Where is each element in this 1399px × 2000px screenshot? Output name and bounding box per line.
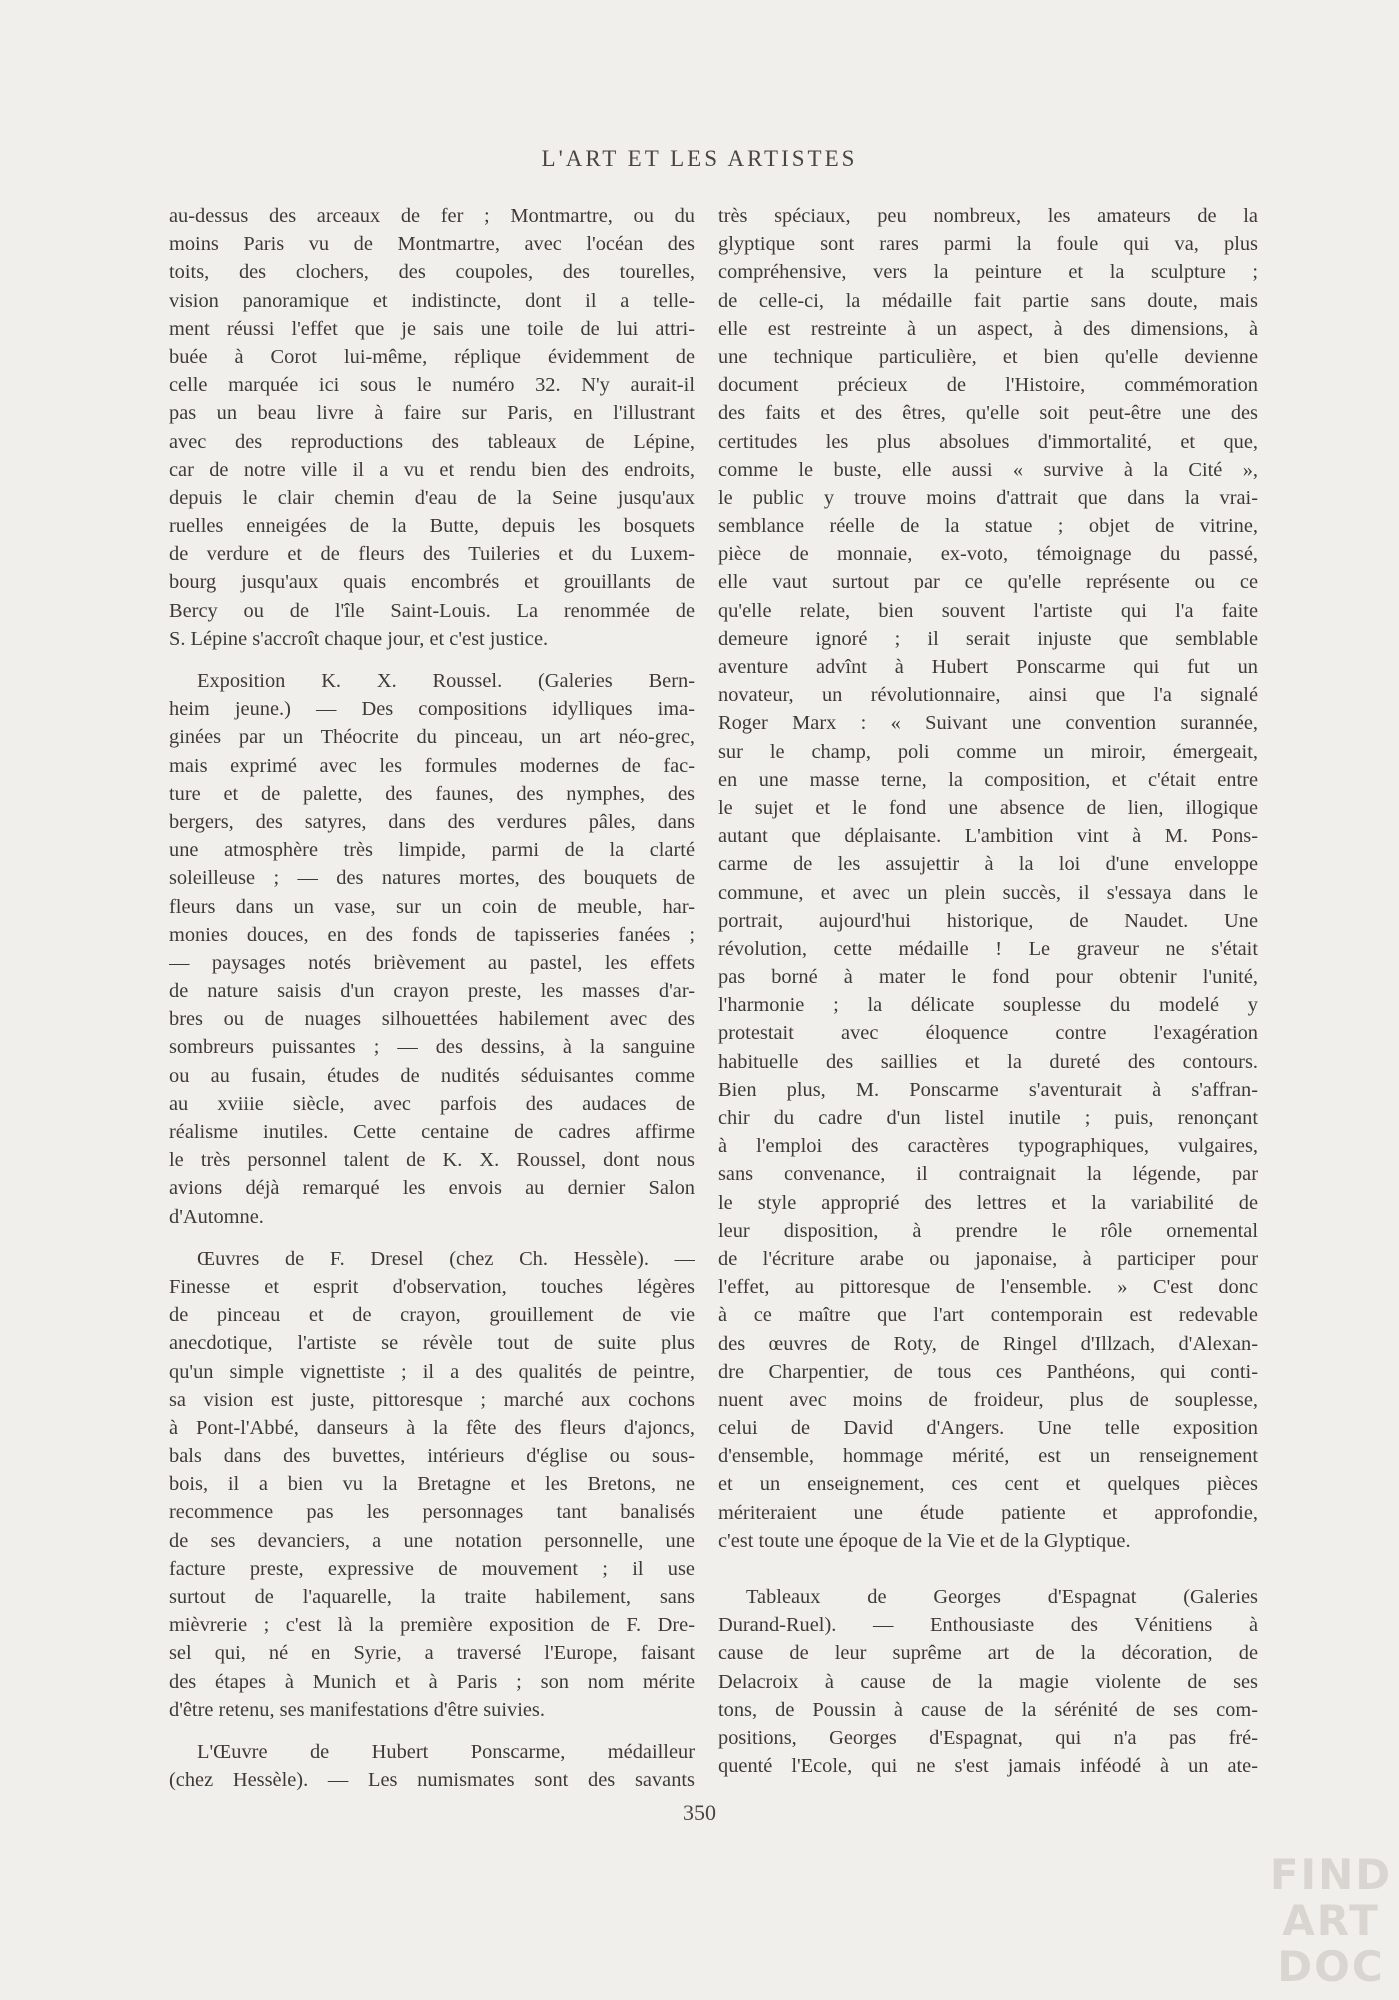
text-line: des étapes à Munich et à Paris ; son nom mérite (169, 1670, 695, 1693)
text-line: heim jeune.) — Des compositions idylliques ima- (169, 698, 695, 721)
text-line: à ce maître que l'art contemporain est redevable (718, 1304, 1258, 1327)
text-line: demeure ignoré ; il serait injuste que semblable (718, 627, 1258, 650)
text-line: de l'écriture arabe ou japonaise, à participer pour (718, 1247, 1258, 1270)
text-line: autant que déplaisante. L'ambition vint à M. Pons- (718, 825, 1258, 848)
text-line: le public y trouve moins d'attrait que dans la vrai- (718, 486, 1258, 509)
running-head-title: L'ART ET LES ARTISTES (541, 146, 858, 171)
paragraph-gap (169, 653, 695, 667)
text-line: bergers, des satyres, dans des verdures pâles, dans (169, 810, 695, 833)
text-line: habituelle des saillies et la dureté des contours. (718, 1050, 1258, 1073)
watermark-line: FIND (1269, 1850, 1393, 1899)
text-line: au xviiie siècle, avec parfois des audaces de (169, 1092, 695, 1115)
text-line: c'est toute une époque de la Vie et de la Glyptique. (718, 1529, 1131, 1552)
text-line: facture preste, expressive de mouvement ; il use (169, 1557, 695, 1580)
text-line: des œuvres de Roty, de Ringel d'Illzach, d'Alexan- (718, 1332, 1258, 1355)
text-line: de verdure et de fleurs des Tuileries et du Luxem- (169, 543, 695, 566)
text-line: de ses devanciers, a une notation personnelle, une (169, 1529, 695, 1552)
text-line: qu'un simple vignettiste ; il a des qualités de peintre, (169, 1360, 695, 1383)
text-line: ginées par un Théocrite du pinceau, un art néo-grec, (169, 726, 695, 749)
text-line: qu'elle relate, bien souvent l'artiste qui l'a faite (718, 599, 1258, 622)
text-line: révolution, cette médaille ! Le graveur ne s'était (718, 937, 1258, 960)
text-line: novateur, un révolutionnaire, ainsi que l'a signalé (718, 684, 1258, 707)
text-line: Delacroix à cause de la magie violente de ses (718, 1670, 1258, 1693)
text-line: leur disposition, à prendre le rôle ornemental (718, 1219, 1258, 1242)
text-line: tons, de Poussin à cause de la sérénité de ses com- (718, 1698, 1258, 1721)
text-line: Bien plus, M. Ponscarme s'aventurait à s'affran- (718, 1078, 1258, 1101)
text-line: positions, Georges d'Espagnat, qui n'a pas fré- (718, 1726, 1258, 1749)
text-line: surtout de l'aquarelle, la traite habilement, sans (169, 1586, 695, 1608)
text-line: portrait, aujourd'hui historique, de Naudet. Une (718, 909, 1258, 932)
text-line: d'Automne. (169, 1205, 264, 1228)
text-line: de celle-ci, la médaille fait partie sans doute, mais (718, 289, 1258, 312)
text-line: quenté l'Ecole, qui ne s'est jamais inféodé à un ate- (718, 1755, 1258, 1778)
text-line: bourg jusqu'aux quais encombrés et grouillants de (169, 571, 695, 594)
text-line: et un enseignement, ces cent et quelques pièces (718, 1473, 1258, 1496)
text-line: Bercy ou de l'île Saint-Louis. La renommée de (169, 599, 695, 622)
left-text-column (169, 202, 695, 1794)
text-line: vision panoramique et indistincte, dont il a telle- (169, 289, 695, 312)
text-line: elle vaut surtout par ce qu'elle représente ou ce (718, 571, 1258, 594)
text-line: l'effet, au pittoresque de l'ensemble. » C'est donc (718, 1276, 1258, 1299)
right-text-column (718, 202, 1258, 1780)
text-line: buée à Corot lui-même, réplique évidemment de (169, 345, 695, 368)
text-line: nuent avec moins de froideur, plus de souplesse, (718, 1388, 1258, 1411)
text-line: Finesse et esprit d'observation, touches légères (169, 1275, 695, 1298)
text-line: de pinceau et de crayon, grouillement de vie (169, 1304, 695, 1327)
text-line: Durand-Ruel). — Enthousiaste des Vénitiens à (718, 1614, 1258, 1637)
text-line: dre Charpentier, de tous ces Panthéons, qui conti- (718, 1360, 1258, 1383)
text-line: sur le champ, poli comme un miroir, émergeait, (718, 740, 1258, 763)
text-line: aventure advînt à Hubert Ponscarme qui fut un (718, 656, 1258, 678)
text-line: une atmosphère très limpide, parmi de la clarté (169, 839, 695, 862)
text-line: recommence pas les personnages tant banalisés (169, 1501, 695, 1524)
text-line: Exposition K. X. Roussel. (Galeries Bern- (197, 670, 695, 692)
text-line: au-dessus des arceaux de fer ; Montmartre, ou du (169, 205, 695, 227)
paragraph-gap (718, 1569, 1258, 1583)
text-line: document précieux de l'Histoire, commémoration (718, 374, 1258, 397)
text-line: d'ensemble, hommage mérité, est un renseignement (718, 1445, 1258, 1468)
text-line: mièvrerie ; c'est là la première exposition de F. Dre- (169, 1614, 695, 1637)
text-line: des faits et des êtres, qu'elle soit peut-être une des (718, 402, 1258, 425)
text-line: sel qui, né en Syrie, a traversé l'Europe, faisant (169, 1642, 695, 1665)
text-line: Tableaux de Georges d'Espagnat (Galeries (746, 1586, 1258, 1608)
text-line: Roger Marx : « Suivant une convention surannée, (718, 712, 1258, 735)
findartdoc-watermark (1267, 1852, 1395, 1990)
text-line: soleilleuse ; — des natures mortes, des bouquets de (169, 867, 695, 890)
text-line: en une masse terne, la composition, et c'était entre (718, 768, 1258, 791)
text-line: avec des reproductions des tableaux de Lépine, (169, 430, 695, 453)
text-line: avions déjà remarqué les envois au dernier Salon (169, 1177, 695, 1200)
text-line: anecdotique, l'artiste se révèle tout de suite plus (169, 1332, 695, 1355)
text-line: à l'emploi des caractères typographiques, vulgaires, (718, 1135, 1258, 1158)
text-line: toits, des clochers, des coupoles, des tourelles, (169, 261, 695, 284)
text-line: le style approprié des lettres et la variabilité de (718, 1191, 1258, 1214)
text-line: S. Lépine s'accroît chaque jour, et c'est justice. (169, 627, 549, 650)
text-line: d'être retenu, ses manifestations d'être suivies. (169, 1698, 545, 1721)
text-line: celle marquée ici sous le numéro 32. N'y aurait-il (169, 374, 695, 397)
text-line: à Pont-l'Abbé, danseurs à la fête des fleurs d'ajoncs, (169, 1416, 695, 1439)
text-line: bois, il a bien vu la Bretagne et les Bretons, ne (169, 1473, 695, 1496)
text-line: le sujet et le fond une absence de lien, illogique (718, 796, 1258, 819)
text-line: de nature saisis d'un crayon preste, les masses d'ar- (169, 980, 695, 1003)
text-line: ou au fusain, études de nudités séduisantes comme (169, 1064, 695, 1087)
text-line: compréhensive, vers la peinture et la sculpture ; (718, 261, 1258, 284)
text-line: elle est restreinte à un aspect, à des dimensions, à (718, 317, 1258, 340)
text-line: car de notre ville il a vu et rendu bien des endroits, (169, 458, 695, 481)
text-line: glyptique sont rares parmi la foule qui va, plus (718, 233, 1258, 256)
watermark-line: DOC (1277, 1942, 1385, 1991)
text-line: monies douces, en des fonds de tapisseries fanées ; (169, 923, 695, 946)
text-line: sans convenance, il contraignait la légende, par (718, 1163, 1258, 1186)
page-number: 350 (683, 1800, 716, 1825)
text-line: l'harmonie ; la délicate souplesse du modelé y (718, 994, 1258, 1017)
text-line: ture et de palette, des faunes, des nymphes, des (169, 782, 695, 805)
text-line: pièce de monnaie, ex-voto, témoignage du passé, (718, 543, 1258, 566)
text-line: très spéciaux, peu nombreux, les amateurs de la (718, 205, 1258, 227)
text-line: Œuvres de F. Dresel (chez Ch. Hessèle). — (197, 1247, 695, 1270)
paragraph-gap (169, 1724, 695, 1738)
text-line: une technique particulière, et bien qu'elle devienne (718, 345, 1258, 368)
text-line: celui de David d'Angers. Une telle exposition (718, 1417, 1258, 1440)
text-line: réalisme inutiles. Cette centaine de cadres affirme (169, 1121, 695, 1143)
text-line: cause de leur suprême art de la décoration, de (718, 1642, 1258, 1665)
text-line: sombreurs puissantes ; — des dessins, à la sanguine (169, 1036, 695, 1059)
text-line: — paysages notés brièvement au pastel, les effets (169, 951, 695, 974)
text-line: le très personnel talent de K. X. Roussel, dont nous (169, 1149, 695, 1172)
text-line: chir du cadre d'un listel inutile ; puis, renonçant (718, 1107, 1258, 1129)
text-line: carme de les assujettir à la loi d'une enveloppe (718, 853, 1258, 876)
text-line: bres ou de nuages silhouettées habilement avec des (169, 1008, 695, 1031)
text-line: pas borné à mater le fond pour obtenir l'unité, (718, 966, 1258, 989)
paragraph-gap (169, 1231, 695, 1245)
text-line: semblance réelle de la statue ; objet de vitrine, (718, 515, 1258, 538)
text-line: moins Paris vu de Montmartre, avec l'océan des (169, 233, 695, 256)
text-line: (chez Hessèle). — Les numismates sont des savants (169, 1769, 695, 1792)
text-line: pas un beau livre à faire sur Paris, en l'illustrant (169, 402, 695, 425)
paragraph-gap (718, 1555, 1258, 1569)
text-line: sa vision est juste, pittoresque ; marché aux cochons (169, 1388, 695, 1411)
watermark-line: ART (1282, 1896, 1380, 1945)
text-line: ment réussi l'effet que je sais une toile de lui attri- (169, 317, 695, 340)
text-line: mais exprimé avec les formules modernes de fac- (169, 754, 695, 777)
text-line: ruelles enneigées de la Butte, depuis les bosquets (169, 515, 695, 538)
text-line: protestait avec éloquence contre l'exagération (718, 1022, 1258, 1045)
text-line: fleurs dans un vase, sur un coin de meuble, har- (169, 895, 695, 918)
text-line: bals dans des buvettes, intérieurs d'église ou sous- (169, 1445, 695, 1468)
text-line: depuis le clair chemin d'eau de la Seine jusqu'aux (169, 486, 695, 509)
text-line: L'Œuvre de Hubert Ponscarme, médailleur (197, 1740, 695, 1763)
text-line: certitudes les plus absolues d'immortalité, et que, (718, 430, 1258, 453)
text-line: commune, et avec un plein succès, il s'essaya dans le (718, 881, 1258, 904)
text-line: mériteraient une étude patiente et approfondie, (718, 1501, 1258, 1524)
text-line: comme le buste, elle aussi « survive à la Cité », (718, 458, 1258, 481)
